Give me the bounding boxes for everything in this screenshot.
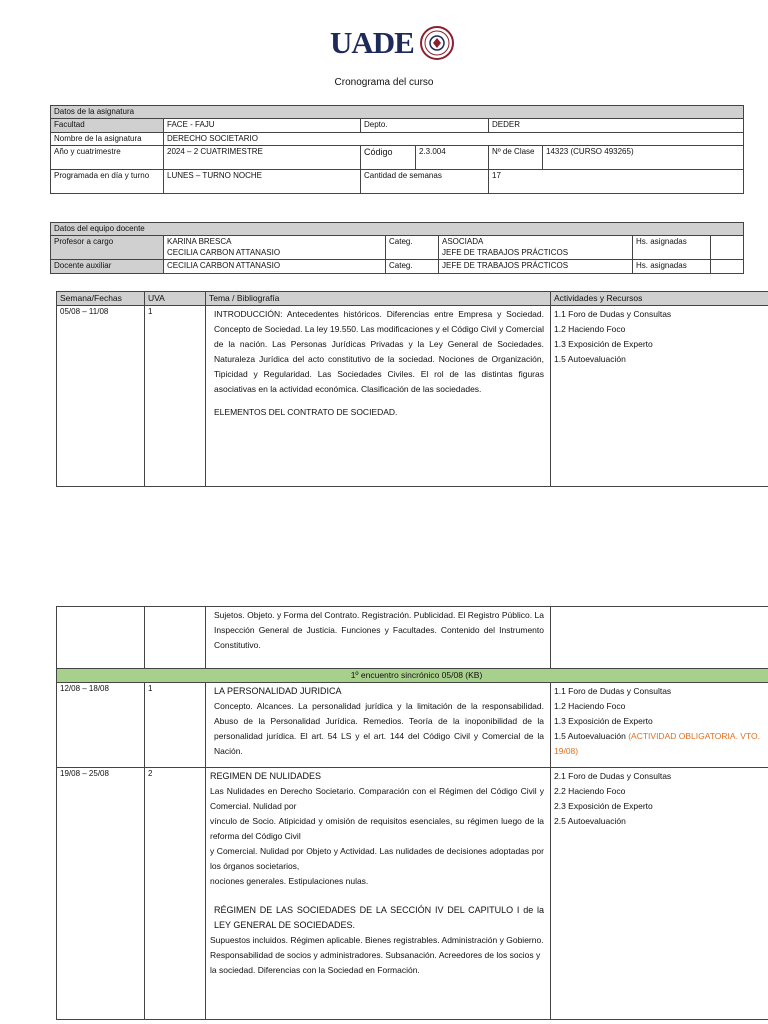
activity-item: 2.5 Autoevaluación bbox=[554, 816, 626, 827]
hs-label: Hs. asignadas bbox=[633, 236, 711, 260]
topic-paragraph: ELEMENTOS DEL CONTRATO DE SOCIEDAD. bbox=[214, 407, 398, 418]
activities-cell bbox=[551, 768, 768, 1020]
activity-item: 2.1 Foro de Dudas y Consultas bbox=[554, 771, 672, 782]
profesor-1: KARINA BRESCA bbox=[167, 237, 232, 247]
auxiliar-hs-value bbox=[711, 260, 744, 273]
activity-item: 2.3 Exposición de Experto bbox=[554, 801, 653, 812]
teaching-team-table bbox=[50, 222, 744, 274]
activity-item: 1.1 Foro de Dudas y Consultas bbox=[554, 309, 672, 320]
anio-value: 2024 – 2 CUATRIMESTRE bbox=[164, 146, 361, 170]
facultad-value: FACE - FAJU bbox=[164, 119, 361, 132]
depto-value: DEDER bbox=[489, 119, 744, 132]
topic-line: Las Nulidades en Derecho Societario. Comparación con el Régimen del Código Civil y Comercial. Nulidad por bbox=[210, 786, 544, 812]
profesor-names bbox=[164, 236, 386, 260]
week-dates bbox=[57, 607, 145, 669]
hs-value bbox=[711, 236, 744, 260]
anio-label: Año y cuatrimestre bbox=[51, 146, 164, 170]
auxiliar-categ-label: Categ. bbox=[386, 260, 439, 273]
auxiliar-label: Docente auxiliar bbox=[51, 260, 164, 273]
profesor-2: CECILIA CARBON ATTANASIO bbox=[167, 247, 281, 257]
codigo-label: Código bbox=[361, 146, 416, 170]
week-dates: 19/08 – 25/08 bbox=[57, 768, 145, 1020]
actividades-header: Actividades y Recursos bbox=[551, 292, 768, 306]
mandatory-activity-note: (ACTIVIDAD OBLIGATORIA. VTO. 19/08) bbox=[554, 731, 760, 757]
subject-data-table bbox=[50, 105, 744, 194]
tema-header: Tema / Bibliografía bbox=[206, 292, 551, 306]
auxiliar-hs-label: Hs. asignadas bbox=[633, 260, 711, 273]
nclase-label: Nº de Clase bbox=[489, 146, 543, 170]
nombre-label: Nombre de la asignatura bbox=[51, 132, 164, 145]
nombre-value: DERECHO SOCIETARIO bbox=[164, 132, 744, 145]
topic-cell bbox=[206, 768, 551, 1020]
team-section-title: Datos del equipo docente bbox=[51, 223, 744, 236]
topic-cell bbox=[206, 683, 551, 768]
schedule-table-1 bbox=[56, 291, 768, 487]
uva-number bbox=[145, 607, 206, 669]
document-title: Cronograma del curso bbox=[334, 77, 434, 88]
profesor-label: Profesor a cargo bbox=[51, 236, 164, 260]
topic-title: RÉGIMEN DE LAS SOCIEDADES DE LA SECCIÓN IV DEL CAPITULO I de la LEY GENERAL DE SOCIEDADES. bbox=[214, 905, 544, 931]
activity-item bbox=[554, 729, 768, 759]
topic-paragraph: Supuestos incluidos. Régimen aplicable. Bienes registrables. Administración y Gobierno. Responsabilidad de socios y administradores. Subsanación. Acreedores de los socios y la sociedad. Diferencias con la Sociedad en Formación. bbox=[210, 935, 544, 976]
profesor-categs bbox=[439, 236, 633, 260]
activity-item: 1.1 Foro de Dudas y Consultas bbox=[554, 686, 672, 697]
uva-number: 1 bbox=[145, 306, 206, 487]
activity-item: 2.2 Haciendo Foco bbox=[554, 786, 626, 797]
activity-label: 1.5 Autoevaluación bbox=[554, 731, 629, 742]
topic-paragraph: INTRODUCCIÓN: Antecedentes históricos. Diferencias entre Empresa y Sociedad. Concepto de Sociedad. La ley 19.550. Las modificaciones y el Código Civil y Comercial de la nación. Las Personas Jurídicas Privadas y la Ley General de Sociedades. Naturaleza Jurídica del acto constitutivo de la sociedad. Nociones de Organización, Tipicidad y Regularidad. Las Sociedades Civiles. El rol de las distintas figuras asociativas en la actividad económica. Clasificación de las sociedades. bbox=[214, 309, 544, 395]
topic-title: REGIMEN DE NULIDADES bbox=[210, 771, 322, 782]
activities-cell bbox=[551, 306, 768, 487]
programada-value: LUNES – TURNO NOCHE bbox=[164, 170, 361, 194]
activity-item: 1.3 Exposición de Experto bbox=[554, 716, 653, 727]
semanas-label: Cantidad de semanas bbox=[361, 170, 489, 194]
topic-line: nociones generales. Estipulaciones nulas. bbox=[210, 876, 369, 887]
depto-label: Depto. bbox=[361, 119, 489, 132]
codigo-value: 2.3.004 bbox=[416, 146, 489, 170]
subject-section-title: Datos de la asignatura bbox=[51, 106, 744, 119]
auxiliar-value: CECILIA CARBON ATTANASIO bbox=[164, 260, 386, 273]
categ-2: JEFE DE TRABAJOS PRÁCTICOS bbox=[442, 247, 569, 257]
week-dates: 05/08 – 11/08 bbox=[57, 306, 145, 487]
uva-number: 2 bbox=[145, 768, 206, 1020]
topic-cell bbox=[206, 306, 551, 487]
nclase-value: 14323 (CURSO 493265) bbox=[543, 146, 744, 170]
programada-label: Programada en día y turno bbox=[51, 170, 164, 194]
topic-cell: Sujetos. Objeto. y Forma del Contrato. Registración. Publicidad. El Registro Público. La Inspección General de Justicia. Funciones y Facultades. Contenido del Instrumento Constitutivo. bbox=[206, 607, 551, 669]
topic-line: y Comercial. Nulidad por Objeto y Actividad. Las nulidades de decisiones adoptadas por los órganos societarios, bbox=[210, 846, 544, 872]
sync-meeting-banner: 1º encuentro sincrónico 05/08 (KB) bbox=[57, 669, 768, 683]
seal-icon bbox=[419, 25, 455, 61]
topic-paragraph: Concepto. Alcances. La personalidad jurídica y la limitación de la responsabilidad. Abuso de la Personalidad Jurídica. Remedios. Teoría de la inoponibilidad de la personalidad jurídica. El art. 54 LS y el art. 144 del Código Civil y Comercial de la Nación. bbox=[214, 701, 544, 757]
schedule-table-2 bbox=[56, 606, 768, 1020]
semanas-value: 17 bbox=[489, 170, 744, 194]
facultad-label: Facultad bbox=[51, 119, 164, 132]
activity-item: 1.3 Exposición de Experto bbox=[554, 339, 653, 350]
activity-item: 1.2 Haciendo Foco bbox=[554, 701, 626, 712]
semana-header: Semana/Fechas bbox=[57, 292, 145, 306]
logo-text: UADE bbox=[330, 25, 414, 60]
week-dates: 12/08 – 18/08 bbox=[57, 683, 145, 768]
categ-label: Categ. bbox=[386, 236, 439, 260]
activity-item: 1.2 Haciendo Foco bbox=[554, 324, 626, 335]
auxiliar-categ-value: JEFE DE TRABAJOS PRÁCTICOS bbox=[439, 260, 633, 273]
activities-cell bbox=[551, 683, 768, 768]
uade-logo bbox=[330, 22, 455, 64]
activity-item: 1.5 Autoevaluación bbox=[554, 354, 626, 365]
topic-line: vínculo de Socio. Atipicidad y omisión de requisitos esenciales, su régimen luego de la reforma del Código Civil bbox=[210, 816, 544, 842]
activities-cell bbox=[551, 607, 768, 669]
uva-header: UVA bbox=[145, 292, 206, 306]
uva-number: 1 bbox=[145, 683, 206, 768]
categ-1: ASOCIADA bbox=[442, 237, 484, 247]
topic-title: LA PERSONALIDAD JURIDICA bbox=[214, 686, 342, 697]
